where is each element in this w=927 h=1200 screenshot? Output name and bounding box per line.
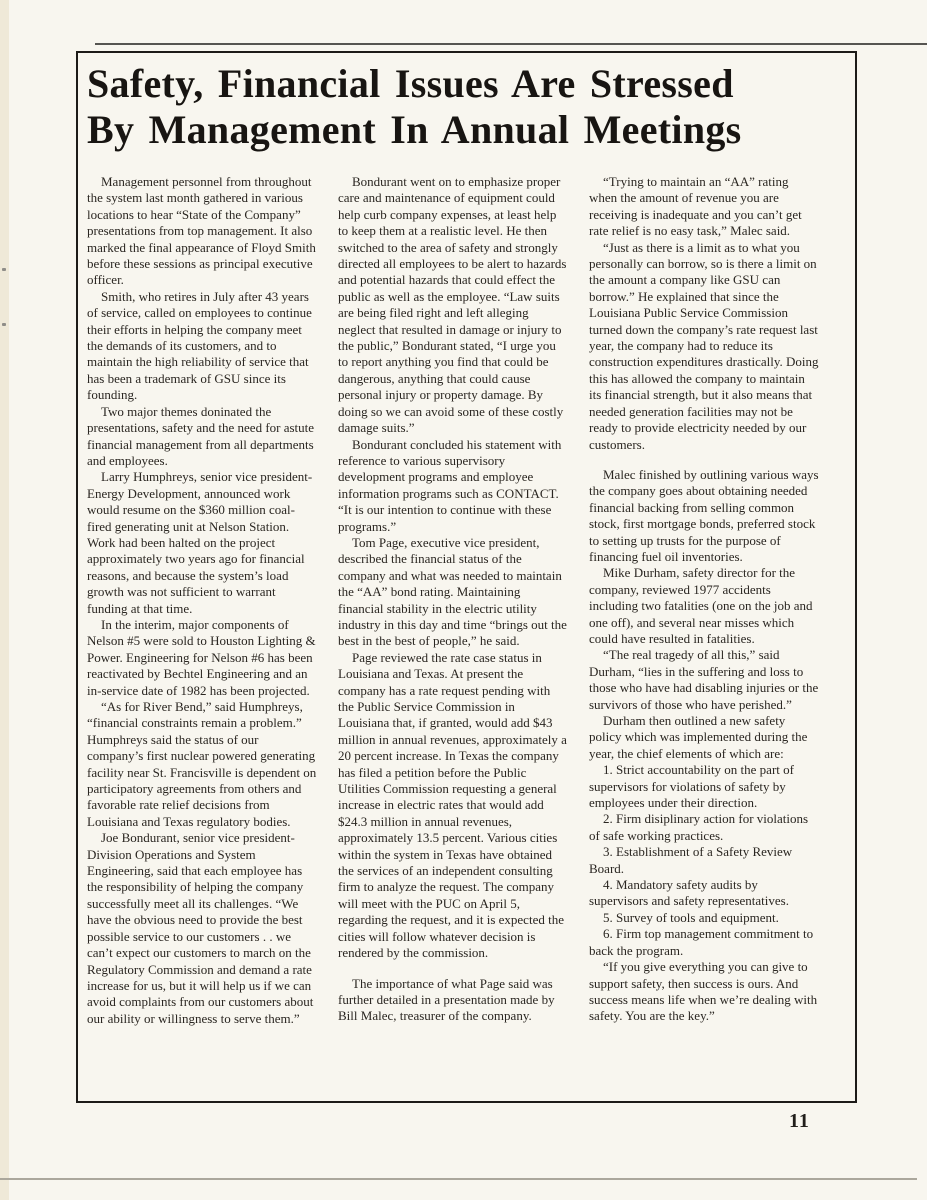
scan-bottom-rule: [0, 1178, 917, 1180]
paragraph: 5. Survey of tools and equipment.: [603, 909, 779, 925]
paragraph: Smith, who retires in July after 43 years of service, called on employees to continue their efforts in helping the company meet the demands of its customers, and to maintain the high reliability of service that has been a trademark of GSU since its founding.: [87, 288, 312, 403]
page-number: 11: [789, 1110, 810, 1132]
paragraph: Tom Page, executive vice president, described the financial status of the company and what was needed to maintain the “AA” bond rating. Maintaining financial stability in the electric utility industry in this day and time “brings out the best in the best of people,” he said.: [338, 534, 567, 649]
paragraph: 6. Firm top management commitment to back the program.: [589, 926, 814, 958]
paragraph: “Just as there is a limit as to what you personally can borrow, so is there a limit on the amount a company like GSU can borrow.” He explained that since the Louisiana Public Service Commission turned down the company’s rate request last year, the company had to reduce its construction expenditures drastically. Doing this has allowed the company to maintain its financial strength, but it also means that needed generation facilities may not be ready to provide electricity needed by our customers.: [589, 239, 819, 452]
paragraph: 2. Firm disiplinary action for violations of safe working practices.: [589, 811, 809, 843]
paragraph: 1. Strict accountability on the part of supervisors for violations of safety by employees under their direction.: [589, 762, 794, 811]
paragraph: The importance of what Page said was further detailed in a presentation made by Bill Malec, treasurer of the company.: [338, 975, 555, 1024]
scan-registration-mark: [2, 323, 6, 326]
paragraph: Page reviewed the rate case status in Louisiana and Texas. At present the company has a rate request pending with the Public Service Commission in Louisiana that, if granted, would add $43 million in annual revenues, approximately a 20 percent increase. In Texas the company has filed a petition before the Public Utilities Commission requesting a general increase in electric rates that would add $24.3 million in annual revenues, approximately 13.5 percent. Various cities within the system in Texas have obtained the services of an independent consulting firm to analyze the request. The company will meet with the PUC on April 5, regarding the request, and it is expected the cities will follow whatever decision is rendered by the commission.: [338, 649, 567, 961]
paragraph: Management personnel from throughout the system last month gathered in various locations to hear “State of the Company” presentations from top management. It also marked the final appearance of Floyd Smith before these sessions as principal executive officer.: [87, 174, 316, 288]
paragraph: “Trying to maintain an “AA” rating when the amount of revenue you are receiving is inadequate and you can’t get rate relief is no easy task,” Malec said.: [589, 174, 802, 239]
paragraph: Bondurant concluded his statement with reference to various supervisory development programs and employee information programs such as CONTACT. “It is our intention to continue with these programs.”: [338, 436, 562, 534]
paragraph: “The real tragedy of all this,” said Durham, “lies in the suffering and loss to those who have had disabling injuries or the survivors of those who have perished.”: [589, 647, 819, 712]
article-column-1: [87, 174, 317, 1027]
article-columns: [78, 153, 855, 1027]
paragraph: Bondurant went on to emphasize proper care and maintenance of equipment could help curb company expenses, at least help to keep them at a realistic level. He then switched to the area of safety and strongly directed all employees to be alert to hazards and potential hazards that could effect the public as well as the employee. “Law suits are being filed right and left alleging neglect that resulted in damage or injury to the public,” Bondurant stated, “I urge you to report anything you find that could be dangerous, anything that could cause personal injury or property damage. By doing so we can avoid some of these costly damage suits.”: [338, 174, 567, 436]
article-box: [76, 51, 857, 1103]
paragraph: Two major themes doninated the presentations, safety and the need for astute financial management from all departments and employees.: [87, 403, 315, 468]
paragraph: Mike Durham, safety director for the company, reviewed 1977 accidents including two fatalities (one on the job and one off), and several near misses which could have resulted in fatalities.: [589, 565, 813, 646]
paragraph: 3. Establishment of a Safety Review Board.: [589, 844, 793, 876]
headline-line-1: Safety, Financial Issues Are Stressed: [87, 61, 734, 106]
article-column-3: [589, 174, 819, 1027]
headline-line-2: By Management In Annual Meetings: [87, 107, 742, 152]
scan-top-rule: [95, 43, 927, 45]
article-headline: [78, 53, 855, 153]
article-column-2: [338, 174, 568, 1027]
paragraph: “As for River Bend,” said Humphreys, “financial constraints remain a problem.” Humphreys said the status of our company’s first nuclear powered generating facility near St. Francisville is dependent on participatory agreements from others and favorable rate relief decisions from Louisiana and Texas regulatory bodies.: [87, 699, 317, 829]
paragraph: Durham then outlined a new safety policy which was implemented during the year, the chief elements of which are:: [589, 713, 808, 761]
paragraph: “If you give everything you can give to support safety, then success is ours. And success means life when we’re dealing with safety. You are the key.”: [589, 959, 818, 1024]
paragraph: Larry Humphreys, senior vice president-Energy Development, announced work would resume on the $360 million coal-fired generating unit at Nelson Station. Work had been halted on the project approximately two years ago for financial reasons, and because the system’s load growth was not sufficient to warrant funding at that time.: [87, 469, 313, 616]
paragraph: Joe Bondurant, senior vice president-Division Operations and System Engineering, said that each employee has the responsibility of helping the company successfully meet all its challenges. “We have the obvious need to provide the best possible service to our customers . . we can’t expect our customers to march on the Regulatory Commission and demand a rate increase for us, but it will help us if we can avoid complaints from our customers about our ability or willingness to serve them.”: [87, 830, 314, 1026]
paragraph: 4. Mandatory safety audits by supervisors and safety representatives.: [589, 877, 789, 909]
paragraph: In the interim, major components of Nelson #5 were sold to Houston Lighting & Power. Engineering for Nelson #6 has been reactivated by Bechtel Engineering and an in-service date of 1982 has been projected.: [87, 616, 316, 698]
scan-edge-strip: [0, 0, 9, 1200]
scan-registration-mark: [2, 268, 6, 271]
paragraph: Malec finished by outlining various ways the company goes about obtaining needed financial backing from selling common stock, first mortgage bonds, preferred stock to setting up trusts for the purpose of financing fuel oil inventories.: [589, 466, 819, 564]
